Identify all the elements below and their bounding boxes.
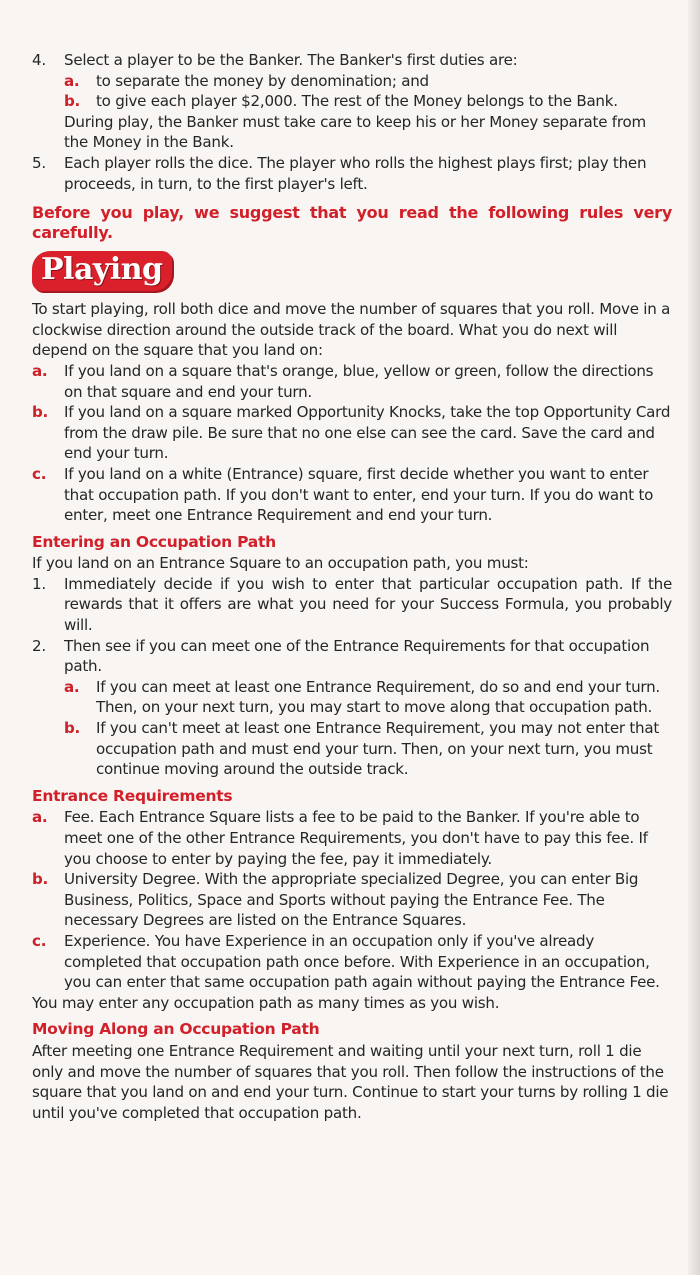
sub-item-text: to give each player $2,000. The rest of the Money belongs to the Bank.: [96, 92, 618, 111]
sub-item-label: b.: [64, 719, 81, 738]
item-number: 4.: [32, 51, 46, 69]
sub-item-text: to separate the money by denomination; and: [96, 71, 429, 90]
playing-intro: To start playing, roll both dice and move the number of squares that you roll. Move in a clockwise direction around the outside track of the board. What you do next will depend on the square that you land on:: [32, 300, 671, 360]
playing-item-c: [32, 464, 672, 526]
requirements-outro: You may enter any occupation path as many times as you wish.: [32, 993, 500, 1012]
entering-heading: Entering an Occupation Path: [32, 532, 276, 551]
sub-item-label: b.: [64, 92, 81, 111]
item-number: 5.: [32, 153, 46, 172]
sub-item-label: a.: [64, 71, 80, 90]
requirements-heading: Entrance Requirements: [32, 786, 233, 805]
page-edge-shadow: [688, 0, 700, 1275]
item-text: Immediately decide if you wish to enter that particular occupation path. If the rewards that it offers are what you need for your Success Formula, you probably will.: [64, 574, 672, 635]
item-label: b.: [32, 870, 49, 889]
item-label: a.: [32, 361, 48, 380]
playing-section-logo: [32, 251, 672, 293]
item-text: Each player rolls the dice. The player who rolls the highest plays first; play then proceeds, in turn, to the first player's left.: [64, 153, 647, 193]
sub-item-text: If you can't meet at least one Entrance Requirement, you may not enter that occupation path and must end your turn. Then, on your next turn, you must continue moving around the outside track.: [96, 719, 660, 779]
item-number: 1.: [32, 574, 46, 593]
item-label: b.: [32, 403, 49, 422]
entering-item-2: [32, 636, 672, 780]
item-text: If you land on a square marked Opportunity Knocks, take the top Opportunity Card from the draw pile. Be sure that no one else can see the card. Save the card and end your turn.: [64, 403, 671, 463]
sub-item-a: [64, 71, 672, 92]
item-text: Then see if you can meet one of the Entrance Requirements for that occupation path.: [64, 636, 650, 676]
banker-note: During play, the Banker must take care to keep his or her Money separate from the Money in the Bank.: [64, 112, 646, 152]
playing-item-b: [32, 402, 672, 464]
sub-item-label: a.: [64, 677, 80, 696]
item-text: If you land on a square that's orange, blue, yellow or green, follow the directions on that square and end your turn.: [64, 361, 654, 401]
read-rules-warning: Before you play, we suggest that you read the following rules very carefully.: [32, 203, 672, 243]
item-number: 2.: [32, 636, 46, 655]
sub-item-b: [64, 91, 672, 112]
setup-item-5: [32, 153, 672, 194]
entering-item-1: [32, 574, 672, 636]
requirement-experience: [32, 931, 672, 993]
item-label: a.: [32, 808, 48, 827]
sub-item-text: If you can meet at least one Entrance Requirement, do so and end your turn. Then, on your next turn, you may start to move along that occupation path.: [96, 677, 660, 717]
playing-logo: Playing: [32, 251, 172, 291]
item-text: If you land on a white (Entrance) square, first decide whether you want to enter that occupation path. If you don't want to enter, end your turn. If you do want to enter, meet one Entrance Requirement and end your turn.: [64, 464, 654, 525]
item-label: c.: [32, 931, 47, 950]
sub-item-b: [64, 718, 672, 780]
entering-intro: If you land on an Entrance Square to an occupation path, you must:: [32, 554, 529, 573]
moving-text: After meeting one Entrance Requirement and waiting until your next turn, roll 1 die only and move the number of squares that you roll. Then follow the instructions of the square that you land on and end your turn. Continue to start your turns by rolling 1 die until you've completed that occupation path.: [32, 1041, 669, 1122]
requirement-fee: [32, 807, 672, 869]
setup-item-4: [32, 50, 672, 153]
item-text: Experience. You have Experience in an occupation only if you've already completed that occupation path once before. With Experience in an occupation, you can enter that same occupation path again without paying the Entrance Fee.: [64, 931, 660, 992]
moving-heading: Moving Along an Occupation Path: [32, 1020, 320, 1039]
item-text: Fee. Each Entrance Square lists a fee to be paid to the Banker. If you're able to meet one of the other Entrance Requirements, you don't have to pay this fee. If you choose to enter by paying the fee, pay it immediately.: [64, 808, 648, 868]
item-label: c.: [32, 464, 47, 483]
item-text: University Degree. With the appropriate specialized Degree, you can enter Big Business, Politics, Space and Sports without paying the Entrance Fee. The necessary Degrees are listed on the Entrance Squares.: [64, 870, 639, 930]
requirement-degree: [32, 869, 672, 931]
item-text: Select a player to be the Banker. The Banker's first duties are:: [64, 51, 518, 69]
sub-item-a: [64, 677, 672, 718]
playing-item-a: [32, 361, 672, 402]
